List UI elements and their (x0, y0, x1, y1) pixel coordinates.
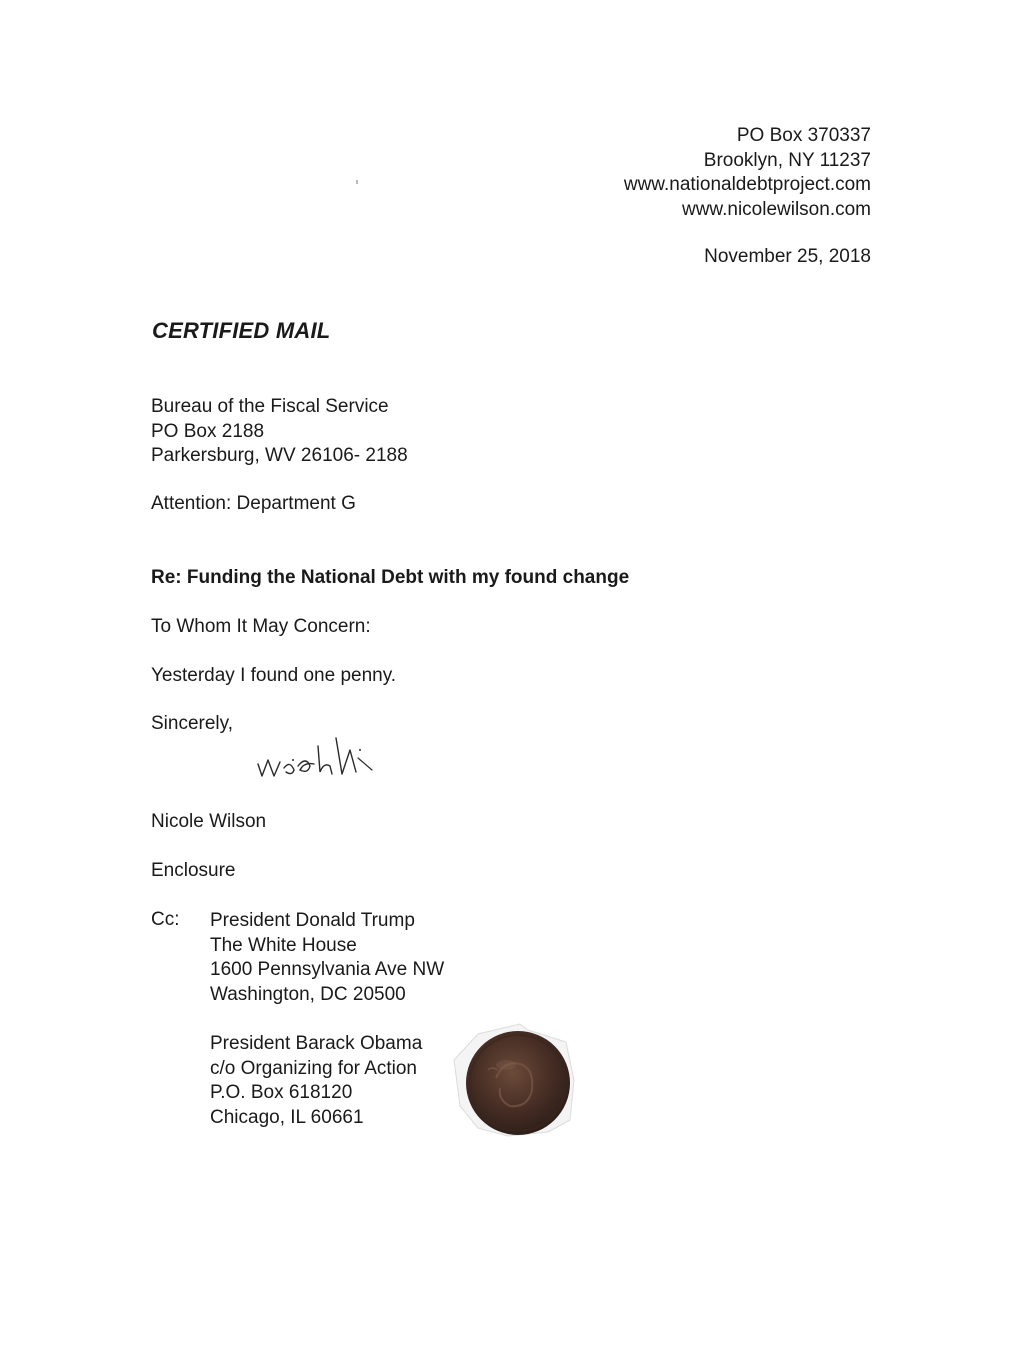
subject-line: Re: Funding the National Debt with my found change (151, 567, 630, 588)
cc-recipient-2-line2: c/o Organizing for Action (210, 1057, 417, 1079)
cc-recipient-2-line1: President Barack Obama (210, 1033, 423, 1054)
certified-mail-heading: CERTIFIED MAIL (152, 318, 331, 343)
recipient-name: Bureau of the Fiscal Service (151, 396, 389, 417)
recipient-address (151, 395, 408, 469)
cc-recipient-1-line2: The White House (210, 934, 357, 956)
cc-recipient-2 (210, 1032, 422, 1130)
cc-recipient-1-line4: Washington, DC 20500 (210, 983, 406, 1005)
sender-address-line1: PO Box 370337 (736, 125, 871, 146)
penny-coin (448, 1020, 578, 1140)
attention-line: Attention: Department G (151, 493, 356, 514)
sender-address-line2: Brooklyn, NY 11237 (703, 149, 871, 171)
letter-date: November 25, 2018 (704, 246, 871, 267)
closing: Sincerely, (151, 713, 234, 734)
sender-website-2: www.nicolewilson.com (681, 198, 871, 220)
sender-address (624, 124, 871, 222)
salutation: To Whom It May Concern: (151, 616, 371, 637)
letter-body: Yesterday I found one penny. (151, 665, 397, 686)
signer-name: Nicole Wilson (151, 811, 267, 832)
cc-label: Cc: (151, 909, 180, 930)
cc-recipient-1-line3: 1600 Pennsylvania Ave NW (210, 959, 445, 980)
sender-website-1: www.nationaldebtproject.com (623, 174, 871, 195)
cc-recipient-1 (210, 909, 444, 1007)
cc-recipient-2-line4: Chicago, IL 60661 (210, 1106, 364, 1128)
recipient-address-line2: Parkersburg, WV 26106- 2188 (151, 445, 408, 466)
cc-recipient-1-line1: President Donald Trump (210, 910, 415, 931)
handwritten-signature (238, 716, 378, 786)
enclosure-note: Enclosure (151, 860, 236, 881)
scan-speck (356, 180, 358, 184)
signature-text-hidden: Nicole Wilson (238, 716, 245, 717)
recipient-address-line1: PO Box 2188 (151, 420, 265, 442)
cc-recipient-2-line3: P.O. Box 618120 (210, 1082, 353, 1103)
